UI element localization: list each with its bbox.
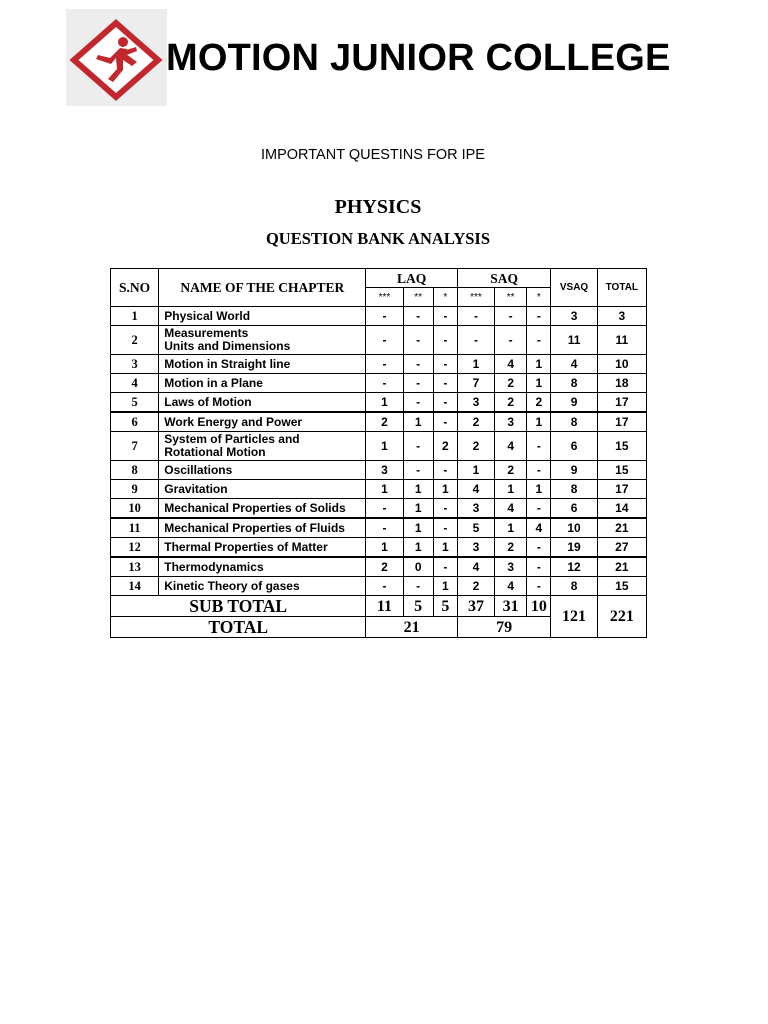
row-laq2: - [403, 432, 433, 461]
laq-three-star-header: *** [366, 288, 403, 307]
row-laq2: - [403, 326, 433, 355]
row-laq3: - [366, 374, 403, 393]
subtotal-laq1: 5 [433, 596, 457, 617]
row-laq2: - [403, 355, 433, 374]
saq-one-star-header: * [527, 288, 551, 307]
row-chapter-line1: Measurements [164, 326, 249, 340]
row-total: 17 [597, 412, 646, 432]
laq-header: LAQ [366, 269, 458, 288]
table-row [111, 307, 647, 326]
row-saq2: 4 [495, 355, 527, 374]
row-chapter: Motion in Straight line [159, 355, 366, 374]
row-laq3: 1 [366, 538, 403, 558]
row-laq2: 1 [403, 499, 433, 519]
row-laq1: - [433, 393, 457, 413]
row-saq2: 3 [495, 412, 527, 432]
row-sno: 14 [111, 577, 159, 596]
saq-header: SAQ [457, 269, 551, 288]
row-saq3: 4 [457, 480, 494, 499]
row-sno: 4 [111, 374, 159, 393]
row-laq3: - [366, 577, 403, 596]
subtotal-label: SUB TOTAL [111, 596, 366, 617]
row-laq1: - [433, 355, 457, 374]
row-saq1: 2 [527, 393, 551, 413]
row-saq2: 2 [495, 461, 527, 480]
row-chapter: Thermodynamics [159, 557, 366, 577]
chapter-header: NAME OF THE CHAPTER [159, 269, 366, 307]
sno-header: S.NO [111, 269, 159, 307]
row-chapter-line2: Rotational Motion [164, 445, 266, 459]
total-saq: 79 [457, 617, 551, 638]
row-saq1: - [527, 538, 551, 558]
row-vsaq: 12 [551, 557, 597, 577]
row-saq2: 4 [495, 432, 527, 461]
row-vsaq: 8 [551, 412, 597, 432]
row-saq3: 7 [457, 374, 494, 393]
total-laq: 21 [366, 617, 458, 638]
row-laq1: - [433, 326, 457, 355]
row-sno: 5 [111, 393, 159, 413]
row-saq1: - [527, 499, 551, 519]
row-chapter: Laws of Motion [159, 393, 366, 413]
document-subtitle: IMPORTANT QUESTINS FOR IPE [261, 147, 485, 163]
row-total: 21 [597, 518, 646, 538]
row-chapter: Physical World [159, 307, 366, 326]
row-saq1: - [527, 461, 551, 480]
row-laq3: - [366, 518, 403, 538]
row-vsaq: 3 [551, 307, 597, 326]
row-laq2: - [403, 307, 433, 326]
row-sno: 12 [111, 538, 159, 558]
row-saq1: 1 [527, 412, 551, 432]
row-sno: 6 [111, 412, 159, 432]
row-total: 17 [597, 393, 646, 413]
row-laq3: 3 [366, 461, 403, 480]
subtotal-row [111, 596, 647, 617]
row-saq2: 1 [495, 480, 527, 499]
row-total: 11 [597, 326, 646, 355]
running-man-logo-icon [66, 9, 167, 106]
header-row-groups [111, 269, 647, 288]
college-logo [66, 9, 167, 106]
row-total: 3 [597, 307, 646, 326]
row-laq1: 1 [433, 577, 457, 596]
subtotal-laq2: 5 [403, 596, 433, 617]
row-laq2: - [403, 461, 433, 480]
row-saq1: - [527, 326, 551, 355]
row-chapter: Kinetic Theory of gases [159, 577, 366, 596]
subject-heading: PHYSICS [334, 196, 422, 218]
row-saq2: - [495, 326, 527, 355]
row-vsaq: 9 [551, 461, 597, 480]
row-laq3: 1 [366, 480, 403, 499]
row-laq1: 1 [433, 538, 457, 558]
row-chapter [159, 432, 366, 461]
table-row [111, 538, 647, 558]
row-laq1: - [433, 518, 457, 538]
row-sno: 10 [111, 499, 159, 519]
row-saq3: 2 [457, 412, 494, 432]
row-saq1: - [527, 557, 551, 577]
college-name: MOTION JUNIOR COLLEGE [166, 37, 671, 79]
vsaq-header: VSAQ [551, 269, 597, 307]
row-total: 21 [597, 557, 646, 577]
row-laq3: 2 [366, 557, 403, 577]
row-vsaq: 11 [551, 326, 597, 355]
row-saq3: 3 [457, 538, 494, 558]
row-sno: 11 [111, 518, 159, 538]
table-row [111, 432, 647, 461]
row-laq2: 1 [403, 480, 433, 499]
row-laq1: - [433, 412, 457, 432]
subtotal-laq3: 11 [366, 596, 403, 617]
row-vsaq: 8 [551, 374, 597, 393]
row-sno: 2 [111, 326, 159, 355]
row-laq1: 2 [433, 432, 457, 461]
row-laq1: - [433, 307, 457, 326]
row-saq2: 4 [495, 577, 527, 596]
total-label: TOTAL [111, 617, 366, 638]
row-vsaq: 8 [551, 480, 597, 499]
row-total: 14 [597, 499, 646, 519]
row-laq3: 1 [366, 393, 403, 413]
row-saq1: 1 [527, 355, 551, 374]
row-chapter-line1: System of Particles and [164, 432, 300, 446]
subtotal-saq1: 10 [527, 596, 551, 617]
row-chapter: Mechanical Properties of Fluids [159, 518, 366, 538]
row-chapter: Work Energy and Power [159, 412, 366, 432]
row-chapter: Motion in a Plane [159, 374, 366, 393]
subtotal-saq2: 31 [495, 596, 527, 617]
row-saq3: 5 [457, 518, 494, 538]
row-sno: 1 [111, 307, 159, 326]
table-row [111, 461, 647, 480]
row-laq3: - [366, 355, 403, 374]
saq-three-star-header: *** [457, 288, 494, 307]
row-vsaq: 10 [551, 518, 597, 538]
row-vsaq: 19 [551, 538, 597, 558]
row-chapter: Mechanical Properties of Solids [159, 499, 366, 519]
table-row [111, 326, 647, 355]
row-laq1: 1 [433, 480, 457, 499]
row-saq2: 2 [495, 538, 527, 558]
row-saq3: 3 [457, 393, 494, 413]
row-laq2: 0 [403, 557, 433, 577]
row-laq2: 1 [403, 412, 433, 432]
row-saq1: - [527, 307, 551, 326]
laq-two-star-header: ** [403, 288, 433, 307]
row-saq3: 2 [457, 577, 494, 596]
row-saq3: - [457, 307, 494, 326]
grand-vsaq: 121 [551, 596, 597, 638]
row-saq2: 1 [495, 518, 527, 538]
row-laq3: - [366, 499, 403, 519]
table-row [111, 557, 647, 577]
row-vsaq: 6 [551, 432, 597, 461]
row-saq3: 1 [457, 355, 494, 374]
row-vsaq: 8 [551, 577, 597, 596]
row-saq3: 2 [457, 432, 494, 461]
row-saq2: 4 [495, 499, 527, 519]
row-chapter: Oscillations [159, 461, 366, 480]
row-laq2: 1 [403, 538, 433, 558]
table-row [111, 412, 647, 432]
row-laq1: - [433, 461, 457, 480]
row-sno: 7 [111, 432, 159, 461]
row-total: 15 [597, 461, 646, 480]
row-laq3: - [366, 307, 403, 326]
row-saq3: 1 [457, 461, 494, 480]
row-laq3: 2 [366, 412, 403, 432]
row-saq3: 3 [457, 499, 494, 519]
row-laq2: - [403, 393, 433, 413]
row-saq2: 3 [495, 557, 527, 577]
row-vsaq: 6 [551, 499, 597, 519]
row-laq1: - [433, 499, 457, 519]
row-total: 18 [597, 374, 646, 393]
row-vsaq: 9 [551, 393, 597, 413]
row-sno: 13 [111, 557, 159, 577]
row-saq2: 2 [495, 374, 527, 393]
subtotal-saq3: 37 [457, 596, 494, 617]
row-total: 15 [597, 577, 646, 596]
grand-total: 221 [597, 596, 646, 638]
row-laq3: - [366, 326, 403, 355]
saq-two-star-header: ** [495, 288, 527, 307]
question-bank-table [110, 268, 647, 638]
row-total: 17 [597, 480, 646, 499]
row-saq1: - [527, 432, 551, 461]
row-saq2: 2 [495, 393, 527, 413]
row-saq3: - [457, 326, 494, 355]
row-total: 15 [597, 432, 646, 461]
row-total: 27 [597, 538, 646, 558]
row-laq2: 1 [403, 518, 433, 538]
row-laq1: - [433, 557, 457, 577]
table-row [111, 393, 647, 413]
row-saq2: - [495, 307, 527, 326]
laq-one-star-header: * [433, 288, 457, 307]
table-row [111, 480, 647, 499]
analysis-heading: QUESTION BANK ANALYSIS [265, 229, 491, 248]
row-chapter: Thermal Properties of Matter [159, 538, 366, 558]
table-row [111, 518, 647, 538]
row-saq1: 4 [527, 518, 551, 538]
table-row [111, 374, 647, 393]
row-sno: 8 [111, 461, 159, 480]
table-row [111, 355, 647, 374]
row-sno: 9 [111, 480, 159, 499]
row-chapter: Gravitation [159, 480, 366, 499]
row-laq2: - [403, 374, 433, 393]
table-row [111, 577, 647, 596]
row-saq3: 4 [457, 557, 494, 577]
row-laq2: - [403, 577, 433, 596]
row-saq1: 1 [527, 480, 551, 499]
row-sno: 3 [111, 355, 159, 374]
row-laq3: 1 [366, 432, 403, 461]
row-total: 10 [597, 355, 646, 374]
total-header: TOTAL [597, 269, 646, 307]
row-saq1: 1 [527, 374, 551, 393]
row-chapter-line2: Units and Dimensions [164, 339, 291, 353]
row-laq1: - [433, 374, 457, 393]
row-vsaq: 4 [551, 355, 597, 374]
row-saq1: - [527, 577, 551, 596]
row-chapter [159, 326, 366, 355]
table-row [111, 499, 647, 519]
